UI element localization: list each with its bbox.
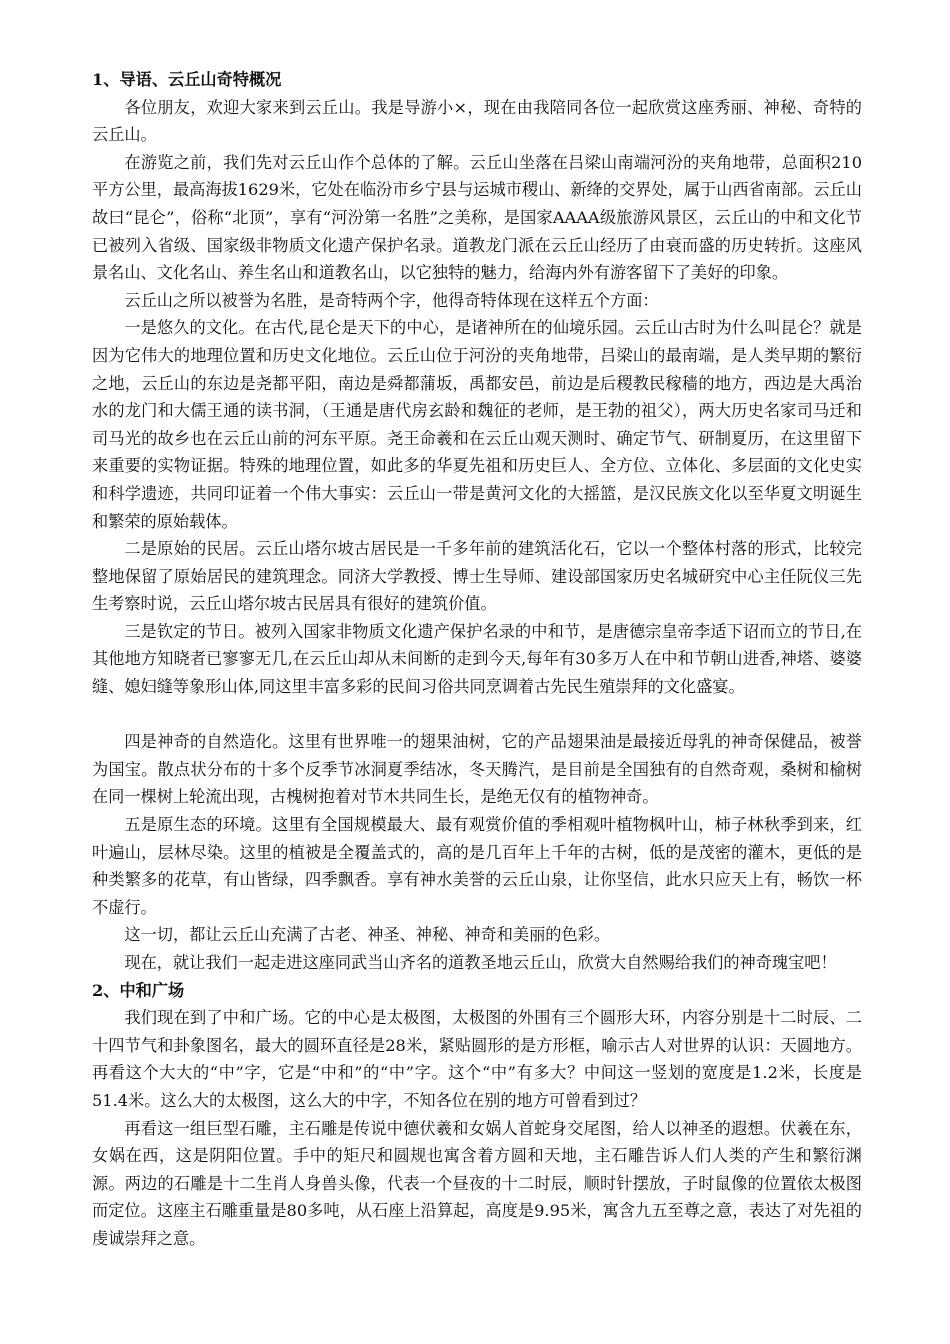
paragraph-sculpture: 再看这一组巨型石雕，主石雕是传说中德伏羲和女娲人首蛇身交尾图，给人以神圣的遐想。伏羲在东，女娲在西，这是阴阳位置。手中的矩尺和圆规也寓含着方圆和天地，主石雕告诉人们人类的产生和繁衍渊源。两边的石雕是十二生肖人身兽头像，代表一个昼夜的十二时辰，顺时针摆放，子时鼠像的位置依太极图而定位。这座主石雕重量是80多吨，从石座上沿算起，高度是9.95米，寓含九五至尊之意，表达了对先祖的虔诚崇拜之意。: [92, 1118, 862, 1248]
paragraph-environment: 五是原生态的环境。这里有全国规模最大、最有观赏价值的季相观叶植物枫叶山，柿子林秋季到来，红叶遍山，层林尽染。这里的植被是全覆盖式的，高的是几百年上千年的古树，低的是茂密的灌木，更低的是种类繁多的花草，有山皆绿，四季飘香。享有神水美誉的云丘山泉，让你坚信，此水只应天上有，畅饮一杯不虚行。: [92, 815, 862, 917]
document-body: [92, 66, 862, 1253]
paragraph-intro: 各位朋友，欢迎大家来到云丘山。我是导游小×，现在由我陪同各位一起欣赏这座秀丽、神秘、奇特的云丘山。: [92, 97, 862, 145]
paragraph-culture: 一是悠久的文化。在古代,昆仑是天下的中心，是诸神所在的仙境乐园。云丘山古时为什么叫昆仑？就是因为它伟大的地理位置和历史文化地位。云丘山位于河汾的夹角地带，吕梁山的最南端，是人类早期的繁衍之地，云丘山的东边是尧都平阳，南边是舜都蒲坂，禹都安邑，前边是后稷教民稼穑的地方，西边是大禹治水的龙门和大儒王通的读书洞，（王通是唐代房玄龄和魏征的老师，是王勃的祖父），两大历史名家司马迁和司马光的故乡也在云丘山前的河东平原。尧王命羲和在云丘山观天测时、确定节气、研制夏历，在这里留下来重要的实物证据。特殊的地理位置，如此多的华夏先祖和历史巨人、全方位、立体化、多层面的文化史实和科学遗迹，共同印证着一个伟大事实：云丘山一带是黄河文化的大摇篮，是汉民族文化以至华夏文明诞生和繁荣的原始载体。: [92, 318, 862, 531]
paragraph-invitation: 现在，就让我们一起走进这座同武当山齐名的道教圣地云丘山，欣赏大自然赐给我们的神奇瑰宝吧！: [124, 953, 837, 972]
section-heading-1: 1、导语、云丘山奇特概况: [92, 70, 282, 89]
paragraph-five-aspects: 云丘山之所以被誉为名胜，是奇特两个字，他得奇特体现在这样五个方面：: [124, 290, 659, 310]
blank-line: [92, 701, 862, 729]
paragraph-plaza: 我们现在到了中和广场。它的中心是太极图，太极图的外围有三个圆形大环，内容分别是十二时辰、二十四节气和卦象图名，最大的圆环直径是28米，紧贴圆形的是方形框，喻示古人对世界的认识：天圆地方。再看这个大大的“中”字，它是“中和”的“中”字。这个“中”有多大？中间这一竖划的宽度是1.2米，长度是51.4米。这么大的太极图，这么大的中字，不知各位在别的地方可曾看到过？: [92, 1008, 862, 1110]
paragraph-summary: 这一切，都让云丘山充满了古老、神圣、神秘、神奇和美丽的色彩。: [124, 925, 611, 945]
paragraph-dwellings: 二是原始的民居。云丘山塔尔坡古居民是一千多年前的建筑活化石，它以一个整体村落的形式，比较完整地保留了原始居民的建筑理念。同济大学教授、博士生导师、建设部国家历史名城研究中心主任阮仪三先生考察时说，云丘山塔尔坡古民居具有很好的建筑价值。: [92, 539, 862, 614]
paragraph-overview: 在游览之前，我们先对云丘山作个总体的了解。云丘山坐落在吕梁山南端河汾的夹角地带，总面积210平方公里，最高海拔1629米，它处在临汾市乡宁县与运城市稷山、新绛的交界处，属于山西省南部。云丘山故曰“昆仑”，俗称“北顶”，享有“河汾第一名胜”之美称，是国家AAAA级旅游风景区，云丘山的中和文化节已被列入省级、国家级非物质文化遗产保护名录。道教龙门派在云丘山经历了由衰而盛的历史转折。这座风景名山、文化名山、养生名山和道教名山，以它独特的魅力，给海内外有游客留下了美好的印象。: [92, 152, 862, 283]
paragraph-nature: 四是神奇的自然造化。这里有世界唯一的翅果油树，它的产品翅果油是最接近母乳的神奇保健品，被誉为国宝。散点状分布的十多个反季节冰洞夏季结冰，冬天腾汽，是目前是全国独有的自然奇观，桑树和榆树在同一棵树上轮流出现，古槐树抱着对节木共同生长，是绝无仅有的植物神奇。: [92, 732, 862, 807]
section-heading-2: 2、中和广场: [92, 980, 185, 1000]
paragraph-festival: 三是钦定的节日。被列入国家非物质文化遗产保护名录的中和节，是唐德宗皇帝李适下诏而立的节日,在其他地方知晓者已寥寥无几,在云丘山却从未间断的走到今天,每年有30多万人在中和节朝山进香,神塔、婆婆缝、媳妇缝等象形山体,同这里丰富多彩的民间习俗共同烹调着古先民生殖崇拜的文化盛宴。: [92, 621, 862, 697]
